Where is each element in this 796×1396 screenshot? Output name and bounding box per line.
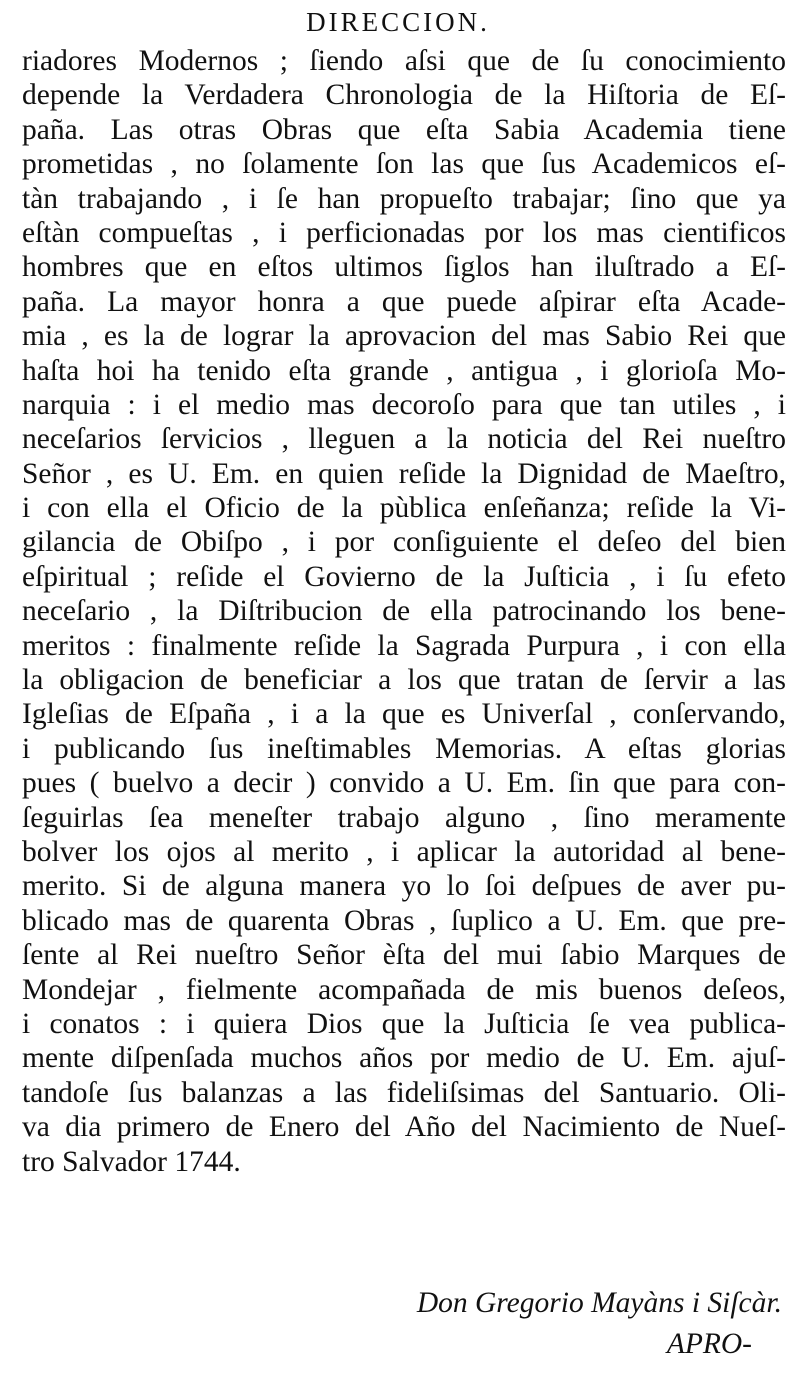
text-line: neceſario , la Diſtribucion de ella patrocinando los bene- xyxy=(22,595,786,628)
text-line: riadores Modernos ; ſiendo aſsi que de ſu conocimiento xyxy=(22,45,786,77)
text-line: mia , es la de lograr la aprovacion del mas Sabio Rei que xyxy=(22,320,786,353)
text-line: tàn trabajando , i ſe han propueſto trabajar; ſino que ya xyxy=(22,182,786,215)
text-line-final: tro Salvador 1744. xyxy=(22,1145,241,1178)
text-line: depende la Verdadera Chronologia de la Hiſtoria de Eſ- xyxy=(22,79,786,112)
text-line: Igleſias de Eſpaña , i a la que es Univerſal , conſervando, xyxy=(22,698,786,731)
text-line: ſente al Rei nueſtro Señor èſta del mui ſabio Marques de xyxy=(22,939,786,972)
text-line: paña. La mayor honra a que puede aſpirar eſta Acade- xyxy=(22,285,786,318)
text-line: eſpiritual ; reſide el Govierno de la Juſticia , i ſu efeto xyxy=(22,560,786,593)
running-head: DIRECCION. xyxy=(306,7,490,37)
text-line: va dia primero de Enero del Año del Nacimiento de Nueſ- xyxy=(22,1111,786,1144)
text-line: blicado mas de quarenta Obras , ſuplico a U. Em. que pre- xyxy=(22,904,786,937)
text-line: narquia : i el medio mas decoroſo para que tan utiles , i xyxy=(22,388,786,421)
body-text xyxy=(22,44,786,1179)
text-line: merito. Si de alguna manera yo lo ſoi deſpues de aver pu- xyxy=(22,870,786,903)
text-line: i publicando ſus ineſtimables Memorias. A eſtas glorias xyxy=(22,732,786,765)
text-line: Mondejar , fielmente acompañada de mis buenos deſeos, xyxy=(22,973,786,1006)
text-line: gilancia de Obiſpo , i por conſiguiente el deſeo del bien xyxy=(22,526,786,559)
text-line: eſtàn compueſtas , i perficionadas por los mas cientificos xyxy=(22,216,786,249)
text-line: neceſarios ſervicios , lleguen a la noticia del Rei nueſtro xyxy=(22,423,786,456)
catchword: APRO- xyxy=(666,1328,752,1360)
text-line: la obligacion de beneficiar a los que tratan de ſervir a las xyxy=(22,664,786,697)
text-line: haſta hoi ha tenido eſta grande , antigua , i glorioſa Mo- xyxy=(22,354,786,387)
text-line: prometidas , no ſolamente ſon las que ſus Academicos eſ- xyxy=(22,148,786,181)
text-line: meritos : finalmente reſide la Sagrada Purpura , i con ella xyxy=(22,629,786,662)
text-line: paña. Las otras Obras que eſta Sabia Academia tiene xyxy=(22,113,786,146)
signature: Don Gregorio Mayàns i Siſcàr. xyxy=(416,1287,782,1319)
text-line: Señor , es U. Em. en quien reſide la Dignidad de Maeſtro, xyxy=(22,457,786,490)
text-line: mente diſpenſada muchos años por medio de U. Em. ajuſ- xyxy=(22,1042,786,1075)
text-line: bolver los ojos al merito , i aplicar la autoridad al bene- xyxy=(22,835,786,868)
text-line: pues ( buelvo a decir ) convido a U. Em. ſin que para con- xyxy=(22,767,786,800)
text-line: ſeguirlas ſea meneſter trabajo alguno , ſino meramente xyxy=(22,801,786,834)
text-line: hombres que en eſtos ultimos ſiglos han iluſtrado a Eſ- xyxy=(22,251,786,284)
text-line: tandoſe ſus balanzas a las fideliſsimas del Santuario. Oli- xyxy=(22,1076,786,1109)
text-line: i conatos : i quiera Dios que la Juſticia ſe vea publica- xyxy=(22,1007,786,1040)
text-line: i con ella el Oficio de la pùblica enſeñanza; reſide la Vi- xyxy=(22,492,786,525)
